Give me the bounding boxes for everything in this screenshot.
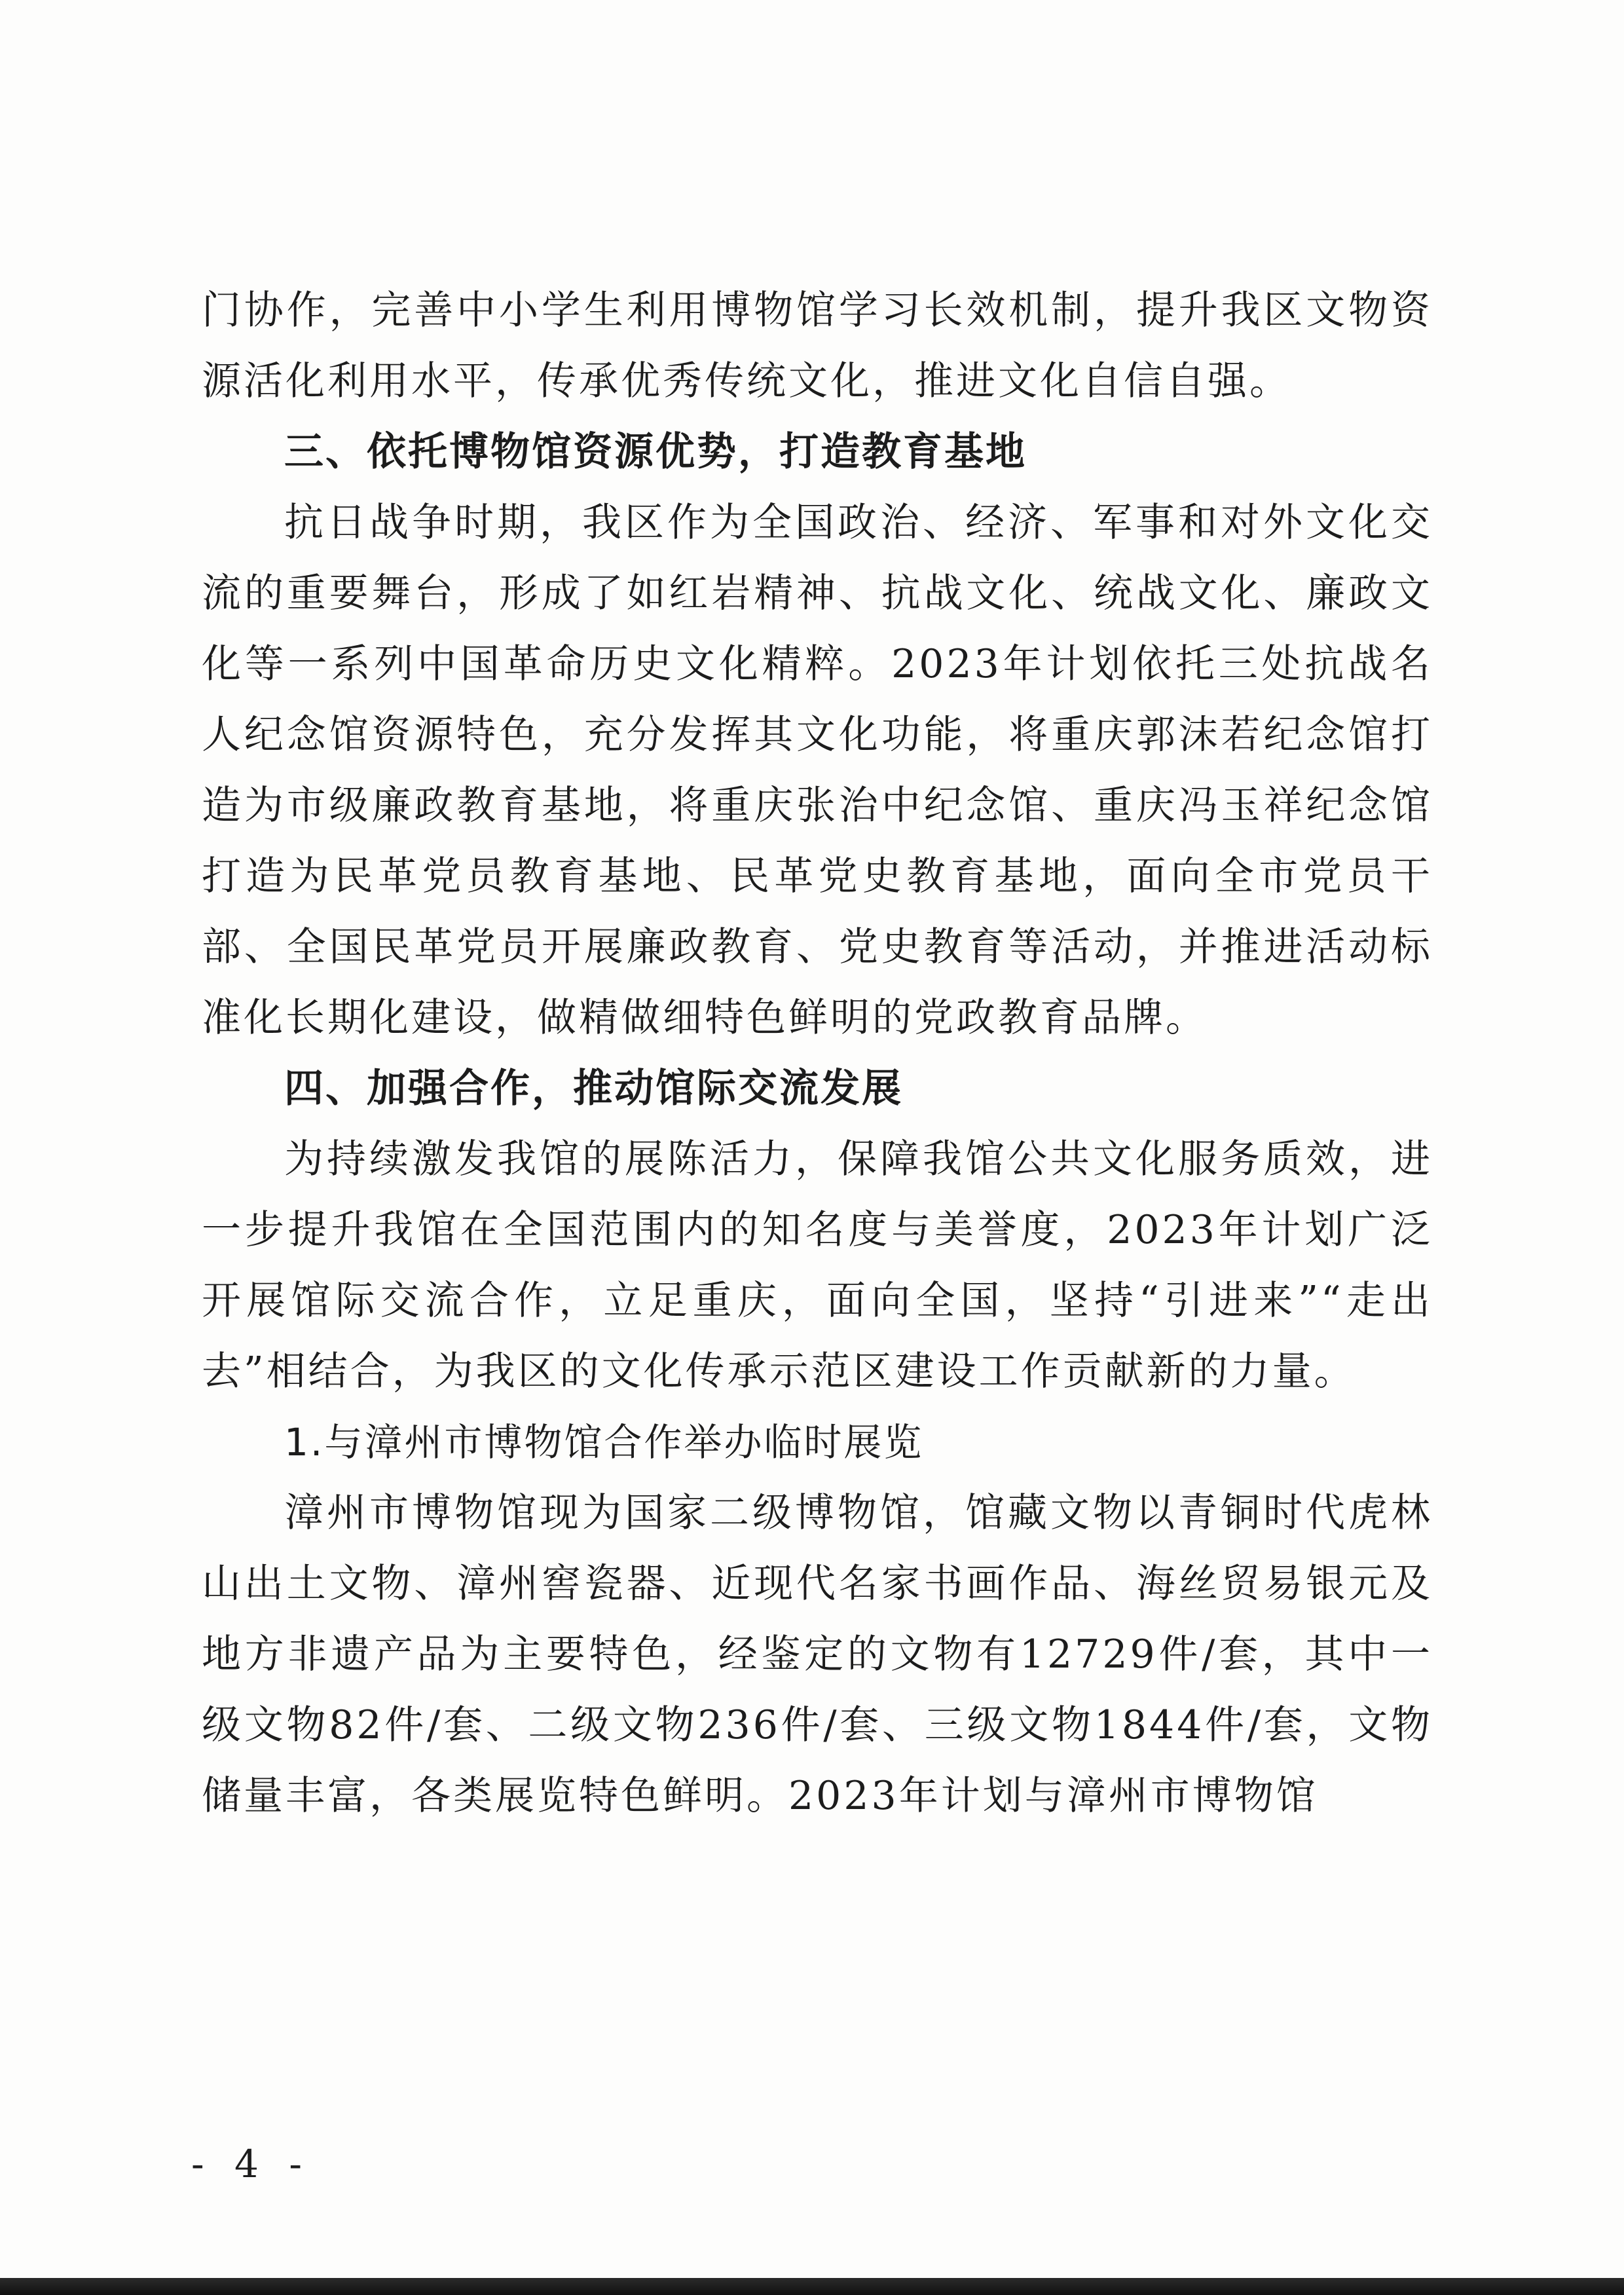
paragraph-cooperation: 为持续激发我馆的展陈活力，保障我馆公共文化服务质效，进一步提升我馆在全国范围内的知名度与美誉度，2023年计划广泛开展馆际交流合作，立足重庆，面向全国，坚持“引进来”“走出去”相结合，为我区的文化传承示范区建设工作贡献新的力量。 bbox=[202, 1136, 1433, 1394]
document-body bbox=[202, 275, 1433, 1831]
page-number: - 4 - bbox=[191, 2142, 311, 2186]
paragraph-zhangzhou-museum: 漳州市博物馆现为国家二级博物馆，馆藏文物以青铜时代虎林山出土文物、漳州窖瓷器、近现代名家书画作品、海丝贸易银元及地方非遗产品为主要特色，经鉴定的文物有12729件/套，其中一级文物82件/套、二级文物236件/套、三级文物1844件/套，文物储量丰富，各类展览特色鲜明。2023年计划与漳州市博物馆 bbox=[202, 1490, 1433, 1819]
scan-bottom-edge bbox=[0, 2278, 1624, 2295]
section-heading-4: 四、加强合作，推动馆际交流发展 bbox=[284, 1066, 903, 1111]
subsection-heading-1: 1.与漳州市博物馆合作举办临时展览 bbox=[284, 1420, 924, 1465]
section-heading-3: 三、依托博物馆资源优势，打造教育基地 bbox=[284, 429, 1027, 475]
paragraph-education-base: 抗日战争时期，我区作为全国政治、经济、军事和对外文化交流的重要舞台，形成了如红岩精神、抗战文化、统战文化、廉政文化等一系列中国革命历史文化精粹。2023年计划依托三处抗战名人纪念馆资源特色，充分发挥其文化功能，将重庆郭沫若纪念馆打造为市级廉政教育基地，将重庆张治中纪念馆、重庆冯玉祥纪念馆打造为民革党员教育基地、民革党史教育基地，面向全市党员干部、全国民革党员开展廉政教育、党史教育等活动，并推进活动标准化长期化建设，做精做细特色鲜明的党政教育品牌。 bbox=[202, 500, 1433, 1041]
paragraph-continuation: 门协作，完善中小学生利用博物馆学习长效机制，提升我区文物资源活化利用水平，传承优秀传统文化，推进文化自信自强。 bbox=[202, 288, 1433, 404]
